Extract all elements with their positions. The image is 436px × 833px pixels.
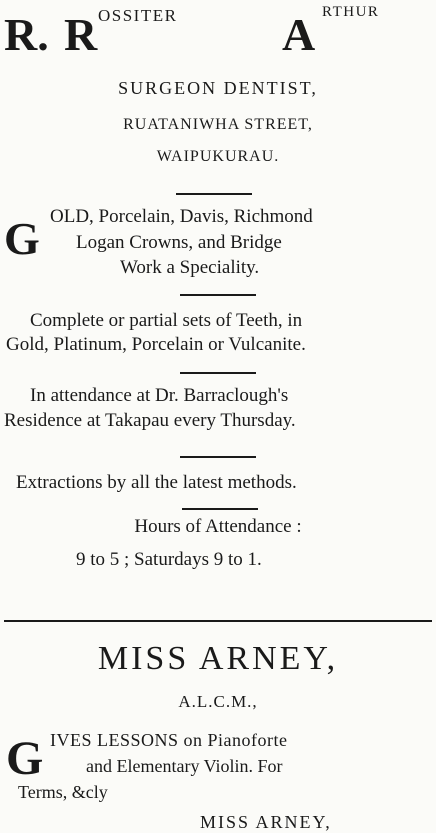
- teeth-line-2: Gold, Platinum, Porcelain or Vulcanite.: [6, 334, 306, 355]
- gives-line-3: Terms, &cly: [18, 782, 108, 802]
- profession: SURGEON DENTIST,: [118, 78, 318, 98]
- name-initial-r2: R: [64, 9, 98, 60]
- teeth-line-1: Complete or partial sets of Teeth, in: [30, 310, 303, 331]
- gives-line-1: IVES LESSONS on Pianoforte: [50, 730, 288, 750]
- qualification: A.L.C.M.,: [178, 692, 258, 711]
- street-address: RUATANIWHA STREET,: [123, 116, 313, 133]
- divider-4: [180, 456, 256, 458]
- divider-5: [182, 508, 258, 510]
- gives-line-2: and Elementary Violin. For: [86, 756, 283, 776]
- ad-separator: [4, 620, 432, 622]
- extractions-line: Extractions by all the latest methods.: [16, 472, 297, 493]
- attendance-line-1: In attendance at Dr. Barraclough's: [30, 385, 289, 406]
- signature: MISS ARNEY,: [200, 812, 332, 832]
- gold-drop-cap: G: [4, 213, 40, 264]
- hours-values: 9 to 5 ; Saturdays 9 to 1.: [76, 549, 262, 570]
- name-given-rest: RTHUR: [322, 4, 380, 20]
- attendance-line-2: Residence at Takapau every Thursday.: [4, 410, 296, 431]
- name-surname-rest: OSSITER: [98, 6, 178, 25]
- gives-drop-cap: G: [6, 732, 44, 785]
- divider-2: [180, 294, 256, 296]
- name-initial-a: A: [282, 9, 316, 60]
- gold-line-2: Logan Crowns, and Bridge: [76, 232, 282, 253]
- hours-title: Hours of Attendance :: [134, 516, 302, 537]
- teacher-name: MISS ARNEY,: [97, 640, 339, 677]
- town: WAIPUKURAU.: [156, 148, 280, 165]
- divider-1: [176, 193, 252, 195]
- divider-3: [180, 372, 256, 374]
- name-initial-r: R.: [4, 9, 49, 60]
- gold-line-1: OLD, Porcelain, Davis, Richmond: [50, 206, 313, 227]
- gold-line-3: Work a Speciality.: [120, 257, 260, 278]
